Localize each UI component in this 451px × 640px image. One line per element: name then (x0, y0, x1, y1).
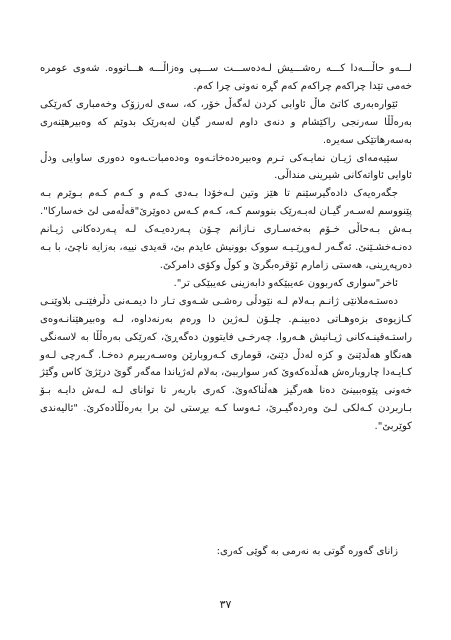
paragraph-1: لـــەو حاڵـــەدا كـــە رەشـــیش لـەدەســـت ســـپی وەزاڵـــە هـــاتووە. شەوی عومرە خەمی تێدا چراکەم چراکەم کەم گڕە نەوتی چرا کەم. (40, 63, 412, 92)
paragraph-3: سێیەمەای ژیـان نمایـەکی تـرم وەبیرەدەخاتـەوە وەدەمبات‌ـەوە دەوری ساوایی ودڵ ئاوایی ئاواتەکانی شیرینی منداڵی. (40, 152, 412, 182)
paragraph-2: ئێوارەبەری کاتێ ماڵ ئاوابی کردن لەگەڵ خۆر، کە، سەی لەرزۆک وخەمباری کەرێکی بەرەڵڵا سەرنجی راکێشام و دنەی داوم لەسەر گیان لەبەرێک بدوێم کە وەبیرهێنەری بەسەرهاتێکی سەیرە. (40, 98, 412, 146)
body-text (40, 60, 412, 436)
paragraph-4: جگەرەیەک دادەگیرسێنم تا هێز وتین لـەخۆدا بـەدی کـەم و کـەم کـەم بـوێرم بـە پێنووسم لەسـەر گیـان لەبـەرێک بنووسم کـە، کـەم کـەس دەوێرێ"قەڵەمی لێ خەسارکا". بـەش بـەحاڵی خـۆم بەخەسـاری نـازانم چـۆن پـەردەیـەک لـە پـەردەکانی ژیـانم دەنـەخشـێنێ. ئەگـەر لـەوڕێـیـە سووک بوونیش عایدم بێ، قەیدی نییە، بەزایە ناچێ، با بـە دەرپەڕینی، هەستی زامارم ئۆقرەبگرێ و کوڵ وکۆی دامرکێ. (40, 188, 412, 271)
verse-intro: زانای گەورە گوتی بە نەرمی بە گوێی کەری: (216, 546, 398, 557)
paragraph-6: دەستـەملانێی ژانـم بـەلام لـە نێودڵی رەشـی شـەوی تـار دا دیمـەنی دڵرفێنـی بلاوێنـی کـازیوەی بزەوهـاتی دەبینـم. چلـۆن لـەژین دا ورەم بەرنەداوە، لـە وەبیرهێنانـەوەی راستـەقینـەکانی ژیـانیش هـەروا. چەرخـی فایتوون دەگەڕێ، کەرێکی بەرەڵڵا بە لاسەنگی هەنگاو هەڵدێنێ و کزە لەدڵ دێنێ، قوماری کـەروبارێن وەسـەربیرم دەخـا. گـەرچی لـەو کـایـەدا چاروبارەش هەڵدەکەوێ کەر سوارببێ، بەلام لەژیاندا مەگەر گوێ درێژێ کاس وگێژ خەونی پێوەببینێ دەنا هەرگیز هەڵناکەوێ. کەری باربەر تا توانای لـە لـەش دایـە بـۆ بـاربردن کـەلکی لـێ وەردەگیـرێ، ئـەوسا کـە بڕستی لێ برا بەرەڵڵادەکرێ. "ئالیەندی کوێربێ". (40, 295, 412, 433)
paragraph-5: ئاخر"سواری کەربوون عەیبێکەو دابەزینی عەیبێکی تر". (173, 277, 398, 289)
page-number: ٣٧ (219, 598, 232, 611)
